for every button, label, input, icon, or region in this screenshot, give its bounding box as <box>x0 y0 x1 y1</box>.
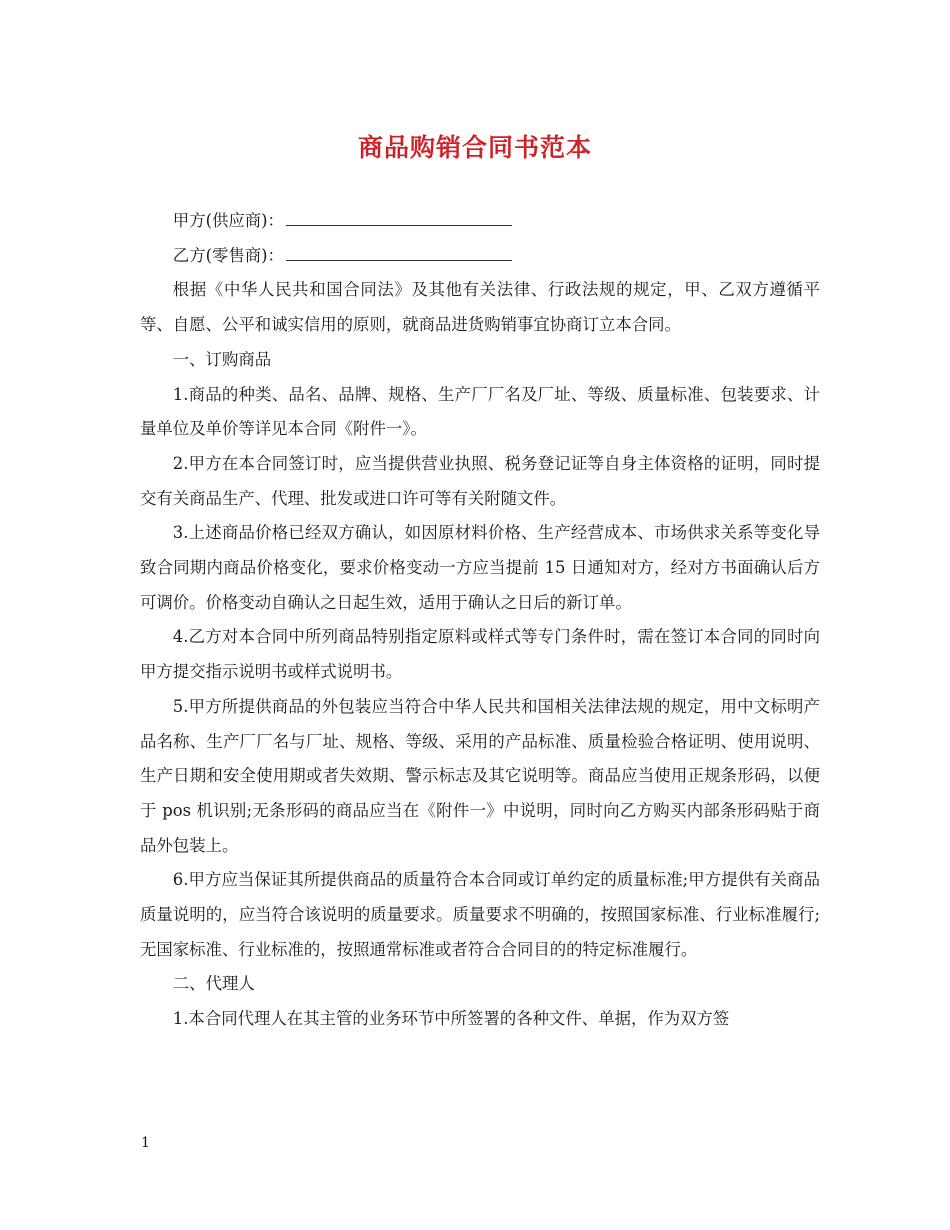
party-b-label: 乙方(零售商)： <box>172 245 284 265</box>
clause-paragraph: 1.本合同代理人在其主管的业务环节中所签署的各种文件、单据，作为双方签 <box>172 1009 730 1029</box>
document-title: 商品购销合同书范本 <box>357 133 592 162</box>
document-body <box>140 204 820 1037</box>
party-a-line <box>140 204 820 239</box>
clause-paragraph: 1.商品的种类、品名、品牌、规格、生产厂厂名及厂址、等级、质量标准、包装要求、计量单位及单价等详见本合同《附件一》。 <box>140 384 820 439</box>
section-heading: 二、代理人 <box>172 974 255 994</box>
page-number: 1 <box>141 1135 150 1151</box>
clause-paragraph: 3.上述商品价格已经双方确认，如因原材料价格、生产经营成本、市场供求关系等变化导致合同期内商品价格变化，要求价格变动一方应当提前 15 日通知对方，经对方书面确认后方可调价。价格变动自确认之日起生效，适用于确认之日后的新订单。 <box>140 523 820 612</box>
party-a-fill-line <box>286 208 512 226</box>
preamble-paragraph: 根据《中华人民共和国合同法》及其他有关法律、行政法规的规定，甲、乙双方遵循平等、自愿、公平和诚实信用的原则，就商品进货购销事宜协商订立本合同。 <box>140 280 820 335</box>
clause-paragraph: 2.甲方在本合同签订时，应当提供营业执照、税务登记证等自身主体资格的证明，同时提交有关商品生产、代理、批发或进口许可等有关附随文件。 <box>140 453 820 508</box>
section-heading: 一、订购商品 <box>172 349 272 369</box>
clause-paragraph: 4.乙方对本合同中所列商品特别指定原料或样式等专门条件时，需在签订本合同的同时向甲方提交指示说明书或样式说明书。 <box>140 627 820 682</box>
party-b-line <box>140 239 820 274</box>
party-b-fill-line <box>286 243 512 261</box>
clause-paragraph: 5.甲方所提供商品的外包装应当符合中华人民共和国相关法律法规的规定，用中文标明产品名称、生产厂厂名与厂址、规格、等级、采用的产品标准、质量检验合格证明、使用说明、生产日期和安全使用期或者失效期、警示标志及其它说明等。商品应当使用正规条形码，以便于 pos 机识别;无条形码的商品应当在《附件一》中说明，同时向乙方购买内部条形码贴于商品外包装上。 <box>140 696 820 855</box>
clause-paragraph: 6.甲方应当保证其所提供商品的质量符合本合同或订单约定的质量标准;甲方提供有关商品质量说明的，应当符合该说明的质量要求。质量要求不明确的，按照国家标准、行业标准履行;无国家标准、行业标准的，按照通常标准或者符合合同目的的特定标准履行。 <box>140 870 820 959</box>
party-a-label: 甲方(供应商)： <box>172 211 284 230</box>
